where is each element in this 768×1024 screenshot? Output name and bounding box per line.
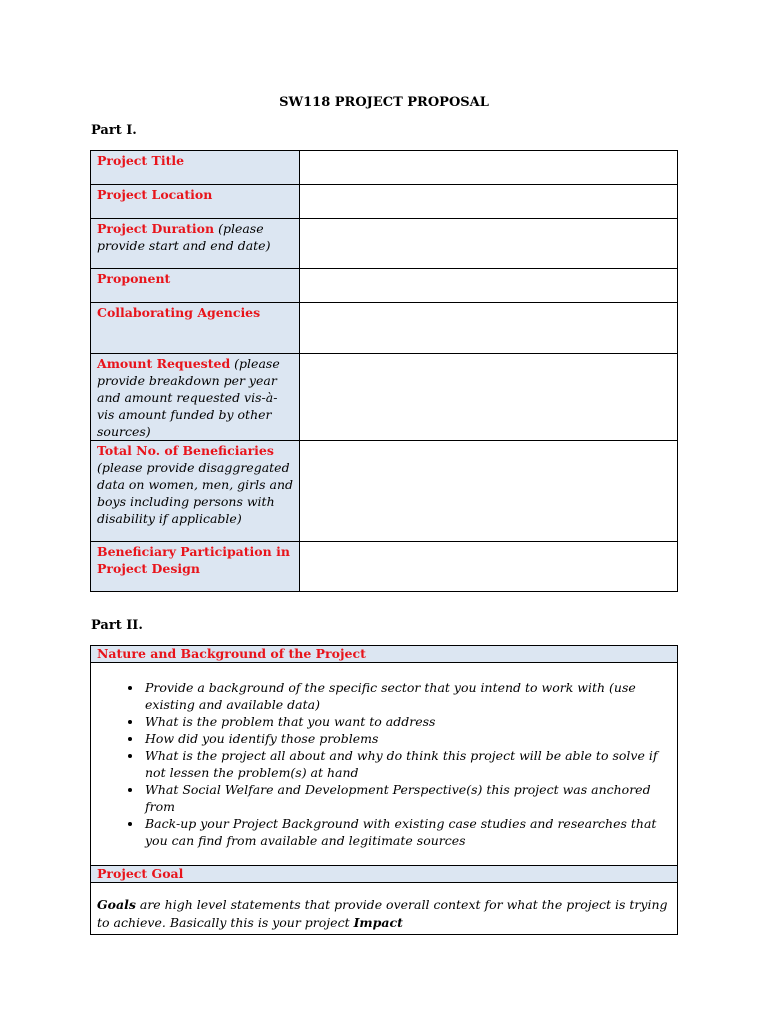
row-label-cell — [91, 269, 300, 303]
beneficiaries-input[interactable] — [300, 441, 678, 542]
row-label-cell — [91, 303, 300, 354]
table-row — [91, 269, 678, 303]
table-row — [91, 883, 678, 935]
part-1-label: Part I. — [91, 123, 137, 138]
project-duration-input[interactable] — [300, 219, 678, 269]
row-label-cell — [91, 441, 300, 542]
nature-header-cell — [91, 646, 678, 663]
row-label-cell — [91, 354, 300, 441]
list-item: • What is the problem that you want to address — [143, 713, 677, 730]
table-row — [91, 151, 678, 185]
table-row — [91, 663, 678, 866]
list-item: • How did you identify those problems — [143, 730, 677, 747]
field-label: Amount Requested — [97, 356, 231, 371]
field-label: Total No. of Beneficiaries — [97, 443, 274, 458]
table-row — [91, 185, 678, 219]
row-label-cell — [91, 151, 300, 185]
part-1-table — [90, 150, 678, 592]
nature-header: Nature and Background of the Project — [97, 646, 366, 661]
field-label: Proponent — [97, 271, 171, 286]
guideline-list — [91, 663, 677, 865]
list-item: • Provide a background of the specific sector that you intend to work with (use existing and available data) — [143, 679, 677, 713]
goal-text: are high level statements that provide overall context for what the project is trying to achieve. Basically this is your project — [97, 897, 668, 930]
part-2-table — [90, 645, 678, 935]
table-row — [91, 866, 678, 883]
table-row — [91, 219, 678, 269]
table-row — [91, 354, 678, 441]
proponent-input[interactable] — [300, 269, 678, 303]
field-label: Project Duration — [97, 221, 215, 236]
goal-lead: Goals — [97, 897, 136, 912]
table-row — [91, 542, 678, 592]
field-label: Project Location — [97, 187, 213, 202]
list-item: • What Social Welfare and Development Perspective(s) this project was anchored from — [143, 781, 677, 815]
part-2-label: Part II. — [91, 618, 143, 633]
collaborating-agencies-input[interactable] — [300, 303, 678, 354]
table-row — [91, 646, 678, 663]
nature-content-cell[interactable] — [91, 663, 678, 866]
goal-emphasis: Impact — [353, 915, 403, 930]
field-note: (please provide start and end date) — [97, 221, 271, 253]
row-label-cell — [91, 219, 300, 269]
row-label-cell — [91, 542, 300, 592]
goal-content-cell[interactable] — [91, 883, 678, 935]
project-location-input[interactable] — [300, 185, 678, 219]
row-label-cell — [91, 185, 300, 219]
table-row — [91, 441, 678, 542]
beneficiary-participation-input[interactable] — [300, 542, 678, 592]
table-row — [91, 303, 678, 354]
amount-requested-input[interactable] — [300, 354, 678, 441]
field-label: Beneficiary Participation in Project Design — [97, 544, 290, 576]
list-item: • What is the project all about and why do think this project will be able to solve if not lessen the problem(s) at hand — [143, 747, 677, 781]
field-label: Project Title — [97, 153, 185, 168]
list-item: • Back-up your Project Background with existing case studies and researches that you can find from available and legitimate sources — [143, 815, 677, 849]
project-title-input[interactable] — [300, 151, 678, 185]
field-label: Collaborating Agencies — [97, 305, 261, 320]
goal-header: Project Goal — [97, 866, 184, 881]
document-title: SW118 PROJECT PROPOSAL — [279, 95, 489, 110]
goal-description — [91, 883, 677, 934]
field-note: (please provide disaggregated data on women, men, girls and boys including persons with disability if applicable) — [97, 460, 294, 526]
goal-header-cell — [91, 866, 678, 883]
field-note: (please provide breakdown per year and amount requested vis-à-vis amount funded by other sources) — [97, 356, 280, 439]
